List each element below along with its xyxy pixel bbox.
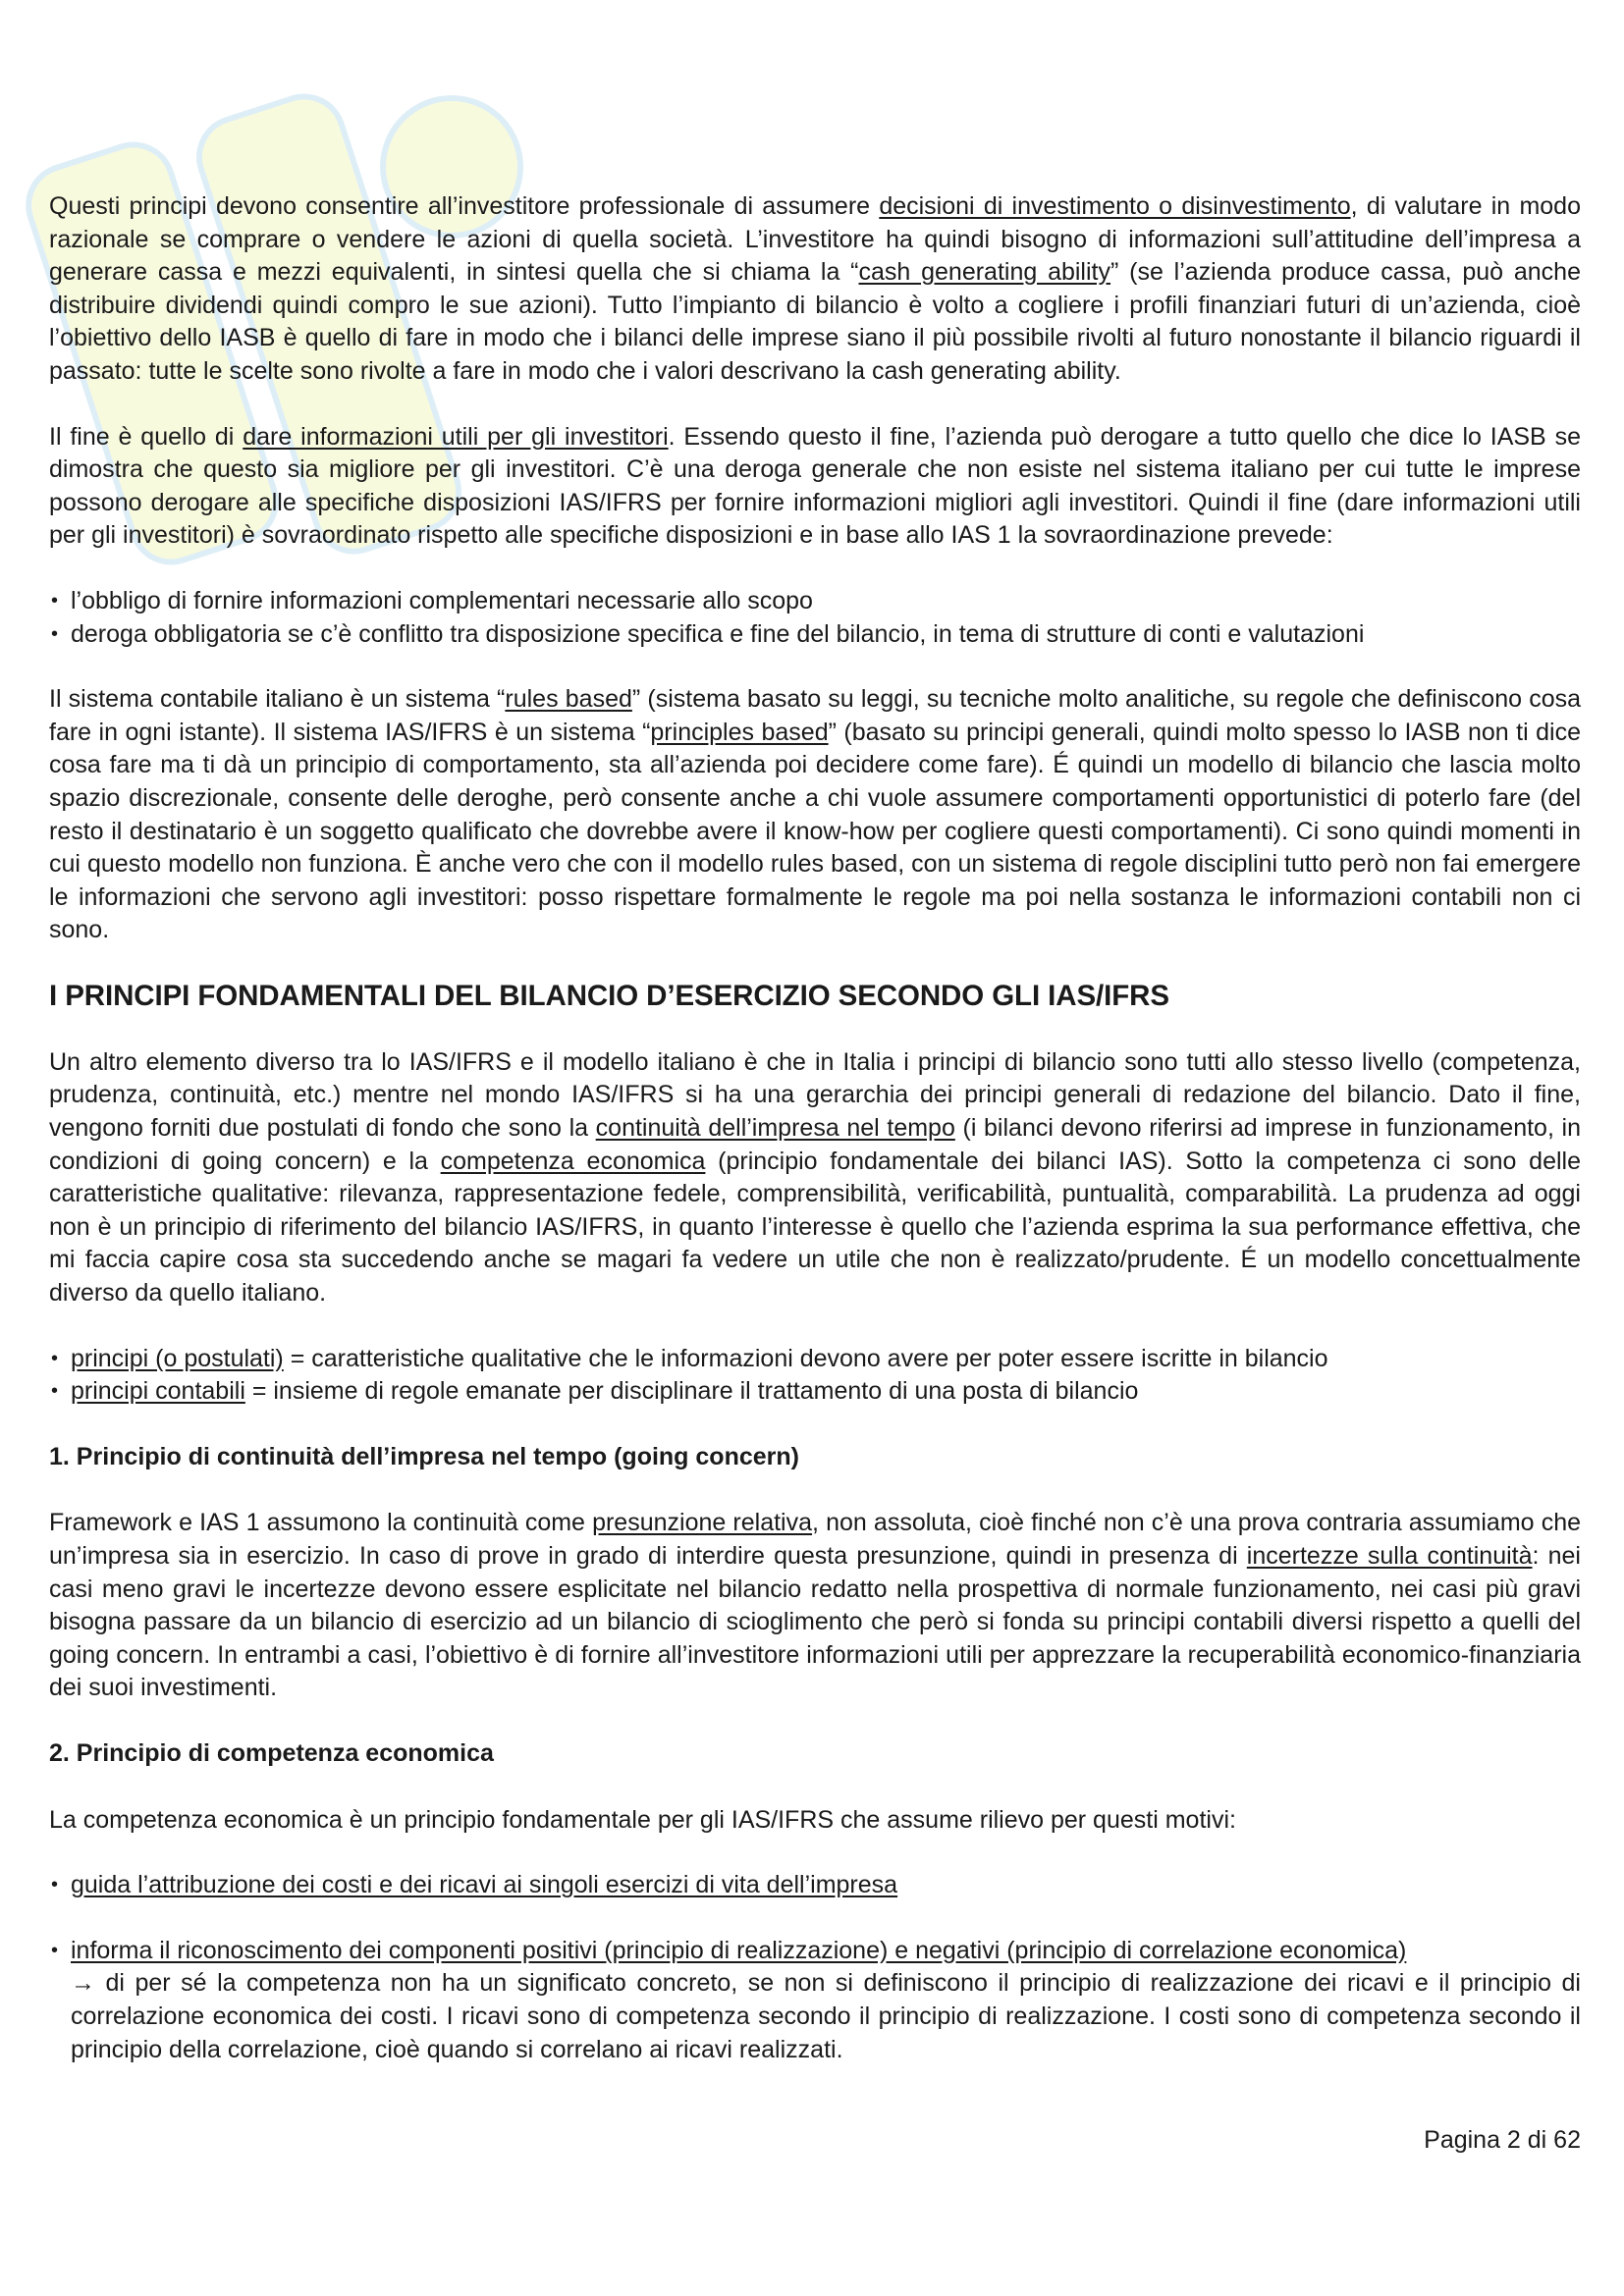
subsection-heading-continuita: 1. Principio di continuità dell’impresa nel tempo (going concern) [49, 1442, 799, 1470]
paragraph-continuita: Framework e IAS 1 assumono la continuità come presunzione relativa, non assoluta, cioè finché non c’è una prova contraria assumiamo che un’impresa sia in esercizio. In caso di prove in grado di interdire questa presunzione, quindi in presenza di incertezze sulla continuità: nei casi meno gravi le incertezze devono essere esplicitate nel bilancio redatto nella prospettiva di normale funzionamento, nei casi più gravi bisogna passare da un bilancio di esercizio ad un bilancio di scioglimento che però si fonda su principi contabili diversi rispetto a quelli del going concern. In entrambi a casi, l’obiettivo è di fornire all’investitore informazioni utili per apprezzare la recuperabilità economico-finanziaria dei suoi investimenti. [49, 1509, 1581, 1702]
paragraph-competenza: La competenza economica è un principio fondamentale per gli IAS/IFRS che assume rilievo per questi motivi: [49, 1805, 1236, 1834]
list-item: • informa il riconoscimento dei componenti positivi (principio di realizzazione) e negativi (principio di correlazione economica) → di per sé la competenza non ha un significato concreto, se non si definiscono il principio di realizzazione dei ricavi e il principio di correlazione economica dei costi. I ricavi sono di competenza secondo il principio di realizzazione. I costi sono di competenza secondo il principio della correlazione, cioè quando si correlano ai ricavi realizzati. [49, 1935, 1581, 2066]
list-sovraordinazione [49, 585, 1581, 651]
list-item: • principi contabili = insieme di regole emanate per disciplinare il trattamento di una posta di bilancio [49, 1375, 1581, 1409]
paragraph-intro: Questi principi devono consentire all’investitore professionale di assumere decisioni di investimento o disinvestimento, di valutare in modo razionale se comprare o vendere le azioni di quella società. L’investitore ha quindi bisogno di informazioni sull’attitudine dell’impresa a generare cassa e mezzi equivalenti, in sintesi quella che si chiama la “cash generating ability” (se l’azienda produce cassa, può anche distribuire dividendi quindi compro le sue azioni). Tutto l’impianto di bilancio è volto a cogliere i profili finanziari futuri di un’azienda, cioè l’obiettivo dello IASB è quello di fare in modo che i bilanci delle imprese siano il più possibile rivolti al futuro nonostante il bilancio riguardi il passato: tutte le scelte sono rivolte a fare in modo che i valori descrivano la cash generating ability. [49, 192, 1581, 385]
paragraph-rules-principles: Il sistema contabile italiano è un sistema “rules based” (sistema basato su leggi, su tecniche molto analitiche, su regole che definiscono cosa fare in ogni istante). Il sistema IAS/IFRS è un sistema “principles based” (basato su principi generali, quindi molto spesso lo IASB non ti dice cosa fare ma ti dà un principio di comportamento, sta all’azienda poi decidere come fare). É quindi un modello di bilancio che lascia molto spazio discrezionale, consente delle deroghe, però consente anche a chi vuole assumere comportamenti opportunistici di poterlo fare (del resto il destinatario è un soggetto qualificato che dovrebbe avere il know-how per cogliere questi comportamenti). Ci sono quindi momenti in cui questo modello non funziona. È anche vero che con il modello rules based, con un sistema di regole disciplini tutto però non fai emergere le informazioni che servono agli investitori: posso rispettare formalmente le regole ma poi nella sostanza le informazioni contabili non ci sono. [49, 685, 1582, 944]
list-item: • l’obbligo di fornire informazioni complementari necessarie allo scopo [49, 585, 1581, 618]
list-item: • guida l’attribuzione dei costi e dei ricavi ai singoli esercizi di vita dell’impresa [49, 1869, 1581, 1902]
document-body [49, 190, 1581, 2099]
list-item: • principi (o postulati) = caratteristiche qualitative che le informazioni devono avere per poter essere iscritte in bilancio [49, 1343, 1581, 1376]
page-number: Pagina 2 di 62 [1424, 2126, 1581, 2154]
paragraph-gerarchia: Un altro elemento diverso tra lo IAS/IFRS e il modello italiano è che in Italia i principi di bilancio sono tutti allo stesso livello (competenza, prudenza, continuità, etc.) mentre nel mondo IAS/IFRS si ha una gerarchia dei principi generali di redazione del bilancio. Dato il fine, vengono forniti due postulati di fondo che sono la continuità dell’impresa nel tempo (i bilanci devono riferirsi ad imprese in funzionamento, in condizioni di going concern) e la competenza economica (principio fondamentale dei bilanci IAS). Sotto la competenza ci sono delle caratteristiche qualitative: rilevanza, rappresentazione fedele, comprensibilità, verificabilità, puntualità, comparabilità. La prudenza ad oggi non è un principio di riferimento del bilancio IAS/IFRS, in quanto l’interesse è quello che l’azienda esprima la sua performance effettiva, che mi faccia capire cosa sta succedendo anche se magari fa vedere un utile che non è realizzato/prudente. É un modello concettualmente diverso da quello italiano. [49, 1047, 1582, 1308]
list-item: • deroga obbligatoria se c’è conflitto tra disposizione specifica e fine del bilancio, in tema di strutture di conti e valutazioni [49, 618, 1581, 652]
list-motivi [49, 1869, 1581, 2066]
subsection-heading-competenza: 2. Principio di competenza economica [49, 1738, 494, 1767]
section-heading: I PRINCIPI FONDAMENTALI DEL BILANCIO D’ESERCIZIO SECONDO GLI IAS/IFRS [49, 979, 1169, 1012]
paragraph-fine: Il fine è quello di dare informazioni utili per gli investitori. Essendo questo il fine, l’azienda può derogare a tutto quello che dice lo IASB se dimostra che questo sia migliore per gli investitori. C’è una deroga generale che non esiste nel sistema italiano per cui tutte le imprese possono derogare alle specifiche disposizioni IAS/IFRS per fornire informazioni migliori agli investitori. Quindi il fine (dare informazioni utili per gli investitori) è sovraordinato rispetto alle specifiche disposizioni e in base allo IAS 1 la sovraordinazione prevede: [49, 422, 1582, 550]
list-definizioni [49, 1343, 1581, 1409]
